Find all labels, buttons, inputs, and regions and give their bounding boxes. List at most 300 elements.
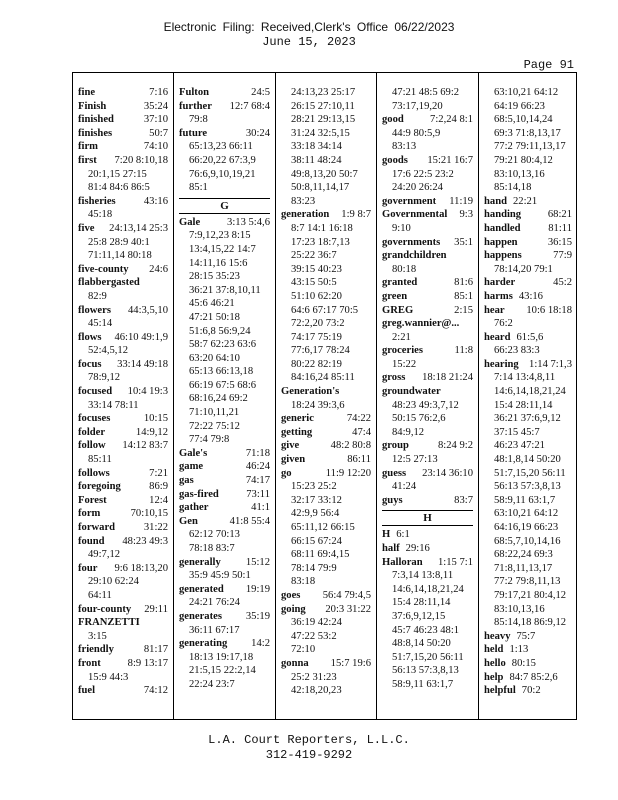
page-line-refs-continued: 84:16,24 85:11 [291, 372, 355, 384]
page-line-refs-continued: 45:6 46:21 [189, 298, 235, 310]
index-entry [78, 575, 168, 589]
hearing-date: June 15, 2023 [262, 35, 356, 49]
page-line-refs: 9:3 [459, 209, 473, 221]
index-entry [484, 113, 572, 127]
page-line-refs-continued: 71:11,14 80:18 [88, 250, 152, 262]
index-entry [179, 216, 270, 230]
index-entry [281, 140, 371, 154]
index-word: follow [78, 440, 106, 452]
page-line-refs: 8:9 13:17 [127, 657, 168, 669]
page-line-refs: 86:9 [149, 481, 168, 493]
page-line-refs-continued: 15:9 44:3 [88, 671, 129, 683]
index-word: hearing [484, 358, 519, 370]
index-word: FRANZETTI [78, 617, 140, 629]
page-line-refs: 46:24 [245, 461, 270, 473]
page-line-refs-continued: 36:11 67:17 [189, 624, 240, 636]
index-word: guys [382, 494, 403, 506]
index-entry [179, 610, 270, 624]
page-line-refs-continued: 48:1,8,14 50:20 [494, 454, 561, 466]
page-line-refs-continued: 78:9,12 [88, 372, 121, 384]
index-word: heavy [484, 630, 511, 642]
index-word: Governmental [382, 209, 448, 221]
page-line-refs: 2:15 [454, 304, 473, 316]
page-line-refs-continued: 72:10 [291, 644, 316, 656]
index-entry [281, 358, 371, 372]
page-line-refs: 68:21 [547, 209, 572, 221]
page-line-refs-continued: 83:13 [392, 141, 417, 153]
page-line-refs-continued: 66:23 83:3 [494, 345, 540, 357]
index-entry [78, 331, 168, 345]
index-entry [484, 304, 572, 318]
index-entry [484, 290, 572, 304]
index-entry [484, 358, 572, 372]
page-line-refs-continued: 68:11 69:4,15 [291, 549, 350, 561]
index-column-5 [484, 72, 572, 720]
index-word: good [382, 114, 404, 126]
index-entry [78, 453, 168, 467]
index-entry [179, 365, 270, 379]
index-entry [179, 501, 270, 515]
page-line-refs-continued: 85:14,18 86:9,12 [494, 617, 567, 629]
index-entry [78, 317, 168, 331]
page-line-refs: 10:4 19:3 [127, 386, 168, 398]
index-entry [382, 358, 473, 372]
page-line-refs: 6:1 [396, 529, 410, 541]
index-entry [281, 86, 371, 100]
index-entry [78, 562, 168, 576]
index-entry [281, 467, 371, 481]
index-entry [179, 664, 270, 678]
index-word: granted [382, 277, 418, 289]
index-word: happen [484, 236, 518, 248]
index-entry [179, 624, 270, 638]
index-entry [78, 439, 168, 453]
index-word: focus [78, 358, 102, 370]
index-entry [382, 664, 473, 678]
index-entry [78, 100, 168, 114]
page-line-refs-continued: 37:6,9,12,15 [392, 610, 446, 622]
page-line-refs: 20:3 31:22 [325, 603, 371, 615]
index-entry [484, 127, 572, 141]
index-column-4 [382, 72, 473, 720]
page-line-refs-continued: 7:9,12,23 8:15 [189, 230, 251, 242]
page-line-refs: 15:7 19:6 [330, 657, 371, 669]
index-entry [281, 494, 371, 508]
page-line-refs-continued: 46:23 47:21 [494, 440, 545, 452]
page-line-refs-continued: 12:5 27:13 [392, 454, 438, 466]
page-line-refs-continued: 8:7 14:1 16:18 [291, 222, 353, 234]
page-line-refs: 81:11 [548, 222, 572, 234]
index-word: GREG [382, 304, 414, 316]
index-word: finished [78, 114, 114, 126]
page-line-refs: 48:23 49:3 [122, 535, 168, 547]
reporter-phone: 312-419-9292 [265, 748, 353, 762]
page-line-refs-continued: 14:11,16 15:6 [189, 257, 248, 269]
page-line-refs-continued: 7:3,14 13:8,11 [392, 570, 454, 582]
index-entry [382, 467, 473, 481]
index-entry [382, 195, 473, 209]
column-divider [376, 72, 377, 720]
index-word: harms [484, 290, 513, 302]
index-word: greg.wannier@... [382, 318, 460, 330]
index-entry [281, 453, 371, 467]
index-entry [179, 556, 270, 570]
page-line-refs-continued: 45:18 [88, 209, 113, 221]
page-line-refs: 7:2,24 8:1 [430, 114, 473, 126]
page-line-refs: 11:9 12:20 [325, 467, 371, 479]
page-line-refs-continued: 77:6,17 78:24 [291, 345, 350, 357]
page-line-refs-continued: 51:6,8 56:9,24 [189, 325, 251, 337]
index-entry [484, 168, 572, 182]
index-word: Gale [179, 216, 201, 228]
index-entry [281, 276, 371, 290]
page-line-refs-continued: 22:24 23:7 [189, 678, 235, 690]
index-entry [281, 222, 371, 236]
index-word: handing [484, 209, 522, 221]
page-line-refs: 81:6 [454, 277, 473, 289]
index-entry [78, 467, 168, 481]
index-entry [78, 371, 168, 385]
page-line-refs: 1:14 7:1,3 [529, 358, 572, 370]
index-word: fuel [78, 685, 96, 697]
page-line-refs-continued: 45:14 [88, 318, 113, 330]
page-line-refs: 70:10,15 [130, 508, 168, 520]
index-word: front [78, 657, 101, 669]
index-entry [484, 548, 572, 562]
index-entry [281, 657, 371, 671]
index-entry [382, 236, 473, 250]
page-line-refs-continued: 41:24 [392, 481, 417, 493]
page-line-refs-continued: 18:13 19:17,18 [189, 651, 254, 663]
index-word: five [78, 222, 95, 234]
index-entry [281, 208, 371, 222]
index-entry [382, 371, 473, 385]
index-entry [281, 168, 371, 182]
index-word: going [281, 603, 306, 615]
index-word: Finish [78, 100, 107, 112]
index-entry [78, 208, 168, 222]
index-entry [179, 678, 270, 692]
index-word: gas [179, 475, 194, 487]
index-word: focused [78, 386, 113, 398]
index-entry [382, 208, 473, 222]
page-line-refs: 12:7 68:4 [229, 100, 270, 112]
index-entry [78, 236, 168, 250]
page-line-refs: 71:18 [245, 447, 270, 459]
index-word: held [484, 644, 504, 656]
page-line-refs-continued: 47:22 53:2 [291, 630, 337, 642]
index-entry [78, 181, 168, 195]
page-line-refs-continued: 24:21 76:24 [189, 597, 240, 609]
index-entry [179, 284, 270, 298]
page-line-refs-continued: 25:22 36:7 [291, 250, 337, 262]
page-line-refs-continued: 78:18 83:7 [189, 543, 235, 554]
index-entry [382, 426, 473, 440]
index-entry [179, 154, 270, 168]
index-word: Generation's [281, 386, 340, 398]
page-line-refs-continued: 66:19 67:5 68:6 [189, 379, 257, 391]
index-entry [179, 651, 270, 665]
page-line-refs-continued: 85:11 [88, 454, 112, 466]
page-line-refs-continued: 66:20,22 67:3,9 [189, 154, 256, 166]
index-entry [78, 195, 168, 209]
index-entry [382, 385, 473, 399]
index-entry [382, 624, 473, 638]
column-divider [478, 72, 479, 720]
index-entry [78, 480, 168, 494]
page-line-refs: 18:18 21:24 [422, 372, 473, 384]
index-entry [179, 379, 270, 393]
page-line-refs-continued: 17:23 18:7,13 [291, 236, 350, 248]
index-entry [78, 358, 168, 372]
index-entry [179, 86, 270, 100]
index-entry [281, 439, 371, 453]
index-entry [484, 616, 572, 630]
index-entry [179, 406, 270, 420]
page-line-refs-continued: 2:21 [392, 331, 411, 343]
page-line-refs: 30:24 [245, 127, 270, 139]
index-entry [484, 657, 572, 671]
page-line-refs: 1:15 7:1 [437, 556, 473, 568]
page-line-refs: 31:22 [143, 522, 168, 533]
index-entry [382, 100, 473, 114]
index-entry [281, 507, 371, 521]
page-line-refs-continued: 83:18 [291, 576, 316, 588]
index-entry [78, 507, 168, 521]
index-word: guess [382, 467, 407, 479]
page-line-refs-continued: 36:21 37:6,9,12 [494, 413, 561, 425]
index-entry [281, 154, 371, 168]
index-word: generated [179, 583, 224, 595]
index-entry [382, 542, 473, 556]
index-entry [382, 331, 473, 345]
index-word: generation [281, 209, 330, 221]
page-line-refs: 14:9,12 [135, 426, 168, 438]
index-entry [484, 195, 572, 209]
index-word: four [78, 562, 98, 574]
page-line-refs-continued: 7:14 13:4,8,11 [494, 372, 556, 384]
index-entry [179, 433, 270, 447]
index-entry [484, 494, 572, 508]
index-word: focuses [78, 413, 111, 425]
index-entry [382, 304, 473, 318]
index-entry [179, 596, 270, 610]
index-entry [484, 263, 572, 277]
index-entry [382, 678, 473, 692]
index-entry [179, 542, 270, 556]
page-line-refs: 24:6 [149, 263, 168, 275]
page-line-refs-continued: 14:6,14,18,21,24 [494, 386, 566, 398]
page-line-refs-continued: 80:18 [392, 263, 417, 275]
page-line-refs: 24:13,14 25:3 [109, 222, 168, 234]
page-line-refs-continued: 15:4 28:11,14 [494, 399, 553, 411]
page-line-refs-continued: 49:7,12 [88, 549, 121, 561]
index-word: governments [382, 236, 441, 248]
index-entry [179, 515, 270, 529]
page-line-refs-continued: 68:22,24 69:3 [494, 549, 553, 561]
index-entry [179, 140, 270, 154]
index-entry [281, 304, 371, 318]
index-entry [179, 297, 270, 311]
section-letter: G [179, 198, 270, 214]
index-entry [78, 399, 168, 413]
index-entry [78, 263, 168, 277]
index-entry [78, 548, 168, 562]
index-entry [78, 168, 168, 182]
index-entry [382, 154, 473, 168]
index-entry [179, 392, 270, 406]
column-divider [173, 72, 174, 720]
index-word: flows [78, 331, 102, 343]
index-entry [179, 569, 270, 583]
page-line-refs: 12:4 [149, 494, 168, 506]
page-line-refs-continued: 63:10,21 64:12 [494, 508, 559, 520]
index-entry [281, 100, 371, 114]
page-line-refs: 15:12 [245, 556, 270, 568]
index-entry [484, 643, 572, 657]
index-entry [484, 480, 572, 494]
index-entry [78, 344, 168, 358]
page-line-refs-continued: 42:9,9 56:4 [291, 508, 340, 520]
index-entry [78, 113, 168, 127]
index-entry [382, 453, 473, 467]
index-word: forward [78, 522, 116, 533]
index-word: folder [78, 426, 106, 438]
page-line-refs-continued: 79:8 [189, 114, 208, 126]
index-entry [382, 399, 473, 413]
index-entry [484, 222, 572, 236]
index-entry [179, 460, 270, 474]
index-entry [281, 535, 371, 549]
index-entry [281, 399, 371, 413]
index-entry [78, 643, 168, 657]
page-line-refs-continued: 44:9 80:5,9 [392, 127, 441, 139]
page-line-refs: 14:2 [251, 638, 270, 650]
index-entry [382, 344, 473, 358]
index-entry [78, 385, 168, 399]
page-line-refs-continued: 79:17,21 80:4,12 [494, 589, 567, 601]
index-entry [78, 412, 168, 426]
page-line-refs-continued: 71:10,11,21 [189, 407, 240, 419]
index-entry [382, 583, 473, 597]
index-entry [281, 195, 371, 209]
page-line-refs-continued: 83:10,13,16 [494, 603, 545, 615]
index-entry [484, 439, 572, 453]
page-line-refs-continued: 65:13,23 66:11 [189, 141, 253, 153]
index-entry [281, 127, 371, 141]
page-line-refs-continued: 64:6 67:17 70:5 [291, 304, 359, 316]
page-line-refs: 80:15 [511, 657, 536, 669]
index-column-2 [179, 72, 270, 720]
index-entry [179, 420, 270, 434]
index-entry [179, 257, 270, 271]
index-word: half [382, 543, 400, 554]
page-line-refs-continued: 58:9,11 63:1,7 [392, 678, 454, 690]
index-entry [179, 113, 270, 127]
page-line-refs-continued: 29:10 62:24 [88, 576, 139, 588]
index-entry [78, 222, 168, 236]
index-word: Gen [179, 515, 198, 527]
page-line-refs: 41:1 [251, 502, 270, 514]
index-entry [179, 447, 270, 461]
index-entry [382, 439, 473, 453]
index-word: four-county [78, 603, 132, 615]
index-column-1 [78, 72, 168, 720]
index-entry [382, 412, 473, 426]
index-word: grandchildren [382, 250, 447, 262]
index-word: gather [179, 502, 209, 514]
page-line-refs-continued: 77:2 79:8,11,13 [494, 576, 561, 588]
page-line-refs: 35:19 [245, 610, 270, 622]
index-entry [78, 140, 168, 154]
index-entry [179, 100, 270, 114]
index-entry [281, 331, 371, 345]
index-entry [484, 249, 572, 263]
page-line-refs: 83:7 [454, 494, 473, 506]
index-entry [484, 276, 572, 290]
index-word: generates [179, 610, 222, 622]
page-line-refs-continued: 64:16,19 66:23 [494, 522, 559, 533]
page-line-refs-continued: 65:13 66:13,18 [189, 366, 254, 378]
index-word: heard [484, 331, 511, 343]
page-line-refs: 43:16 [143, 195, 168, 207]
page-line-refs: 9:6 18:13,20 [114, 562, 168, 574]
page-line-refs-continued: 79:21 80:4,12 [494, 154, 553, 166]
page-line-refs: 48:2 80:8 [330, 440, 371, 452]
index-entry [484, 140, 572, 154]
page-line-refs-continued: 26:15 27:10,11 [291, 100, 355, 112]
page-line-refs: 33:14 49:18 [117, 358, 168, 370]
index-entry [484, 562, 572, 576]
index-entry [484, 154, 572, 168]
page-line-refs-continued: 65:11,12 66:15 [291, 522, 355, 533]
index-entry [78, 521, 168, 535]
page-line-refs-continued: 62:12 70:13 [189, 529, 240, 541]
page-line-refs-continued: 25:8 28:9 40:1 [88, 236, 150, 248]
page-line-refs: 10:6 18:18 [526, 304, 572, 316]
index-word: Halloran [382, 556, 423, 568]
index-entry [382, 263, 473, 277]
page-line-refs-continued: 80:22 82:19 [291, 358, 342, 370]
index-entry [484, 331, 572, 345]
index-entry [78, 603, 168, 617]
page-line-refs: 35:1 [454, 236, 473, 248]
page-line-refs: 1:13 [509, 644, 529, 656]
page-line-refs: 19:19 [245, 583, 270, 595]
page-line-refs-continued: 17:6 22:5 23:2 [392, 168, 454, 180]
page-line-refs-continued: 68:5,7,10,14,16 [494, 535, 561, 547]
index-entry [484, 603, 572, 617]
index-entry [78, 657, 168, 671]
index-entry [179, 583, 270, 597]
index-entry [78, 494, 168, 508]
index-entry [281, 548, 371, 562]
page-line-refs: 10:15 [143, 413, 168, 425]
page-line-refs: 11:19 [449, 195, 473, 207]
page-line-refs-continued: 13:4,15,22 14:7 [189, 243, 256, 255]
index-entry [179, 474, 270, 488]
index-entry [179, 243, 270, 257]
page-line-refs: 43:16 [518, 290, 543, 302]
index-word: foregoing [78, 481, 121, 493]
column-divider [275, 72, 276, 720]
index-word: goods [382, 154, 408, 166]
index-entry [382, 86, 473, 100]
page-line-refs: 23:14 36:10 [422, 467, 473, 479]
page-line-refs-continued: 32:17 33:12 [291, 494, 342, 506]
page-line-refs: 47:4 [352, 426, 371, 438]
page-line-refs-continued: 42:18,20,23 [291, 685, 342, 697]
